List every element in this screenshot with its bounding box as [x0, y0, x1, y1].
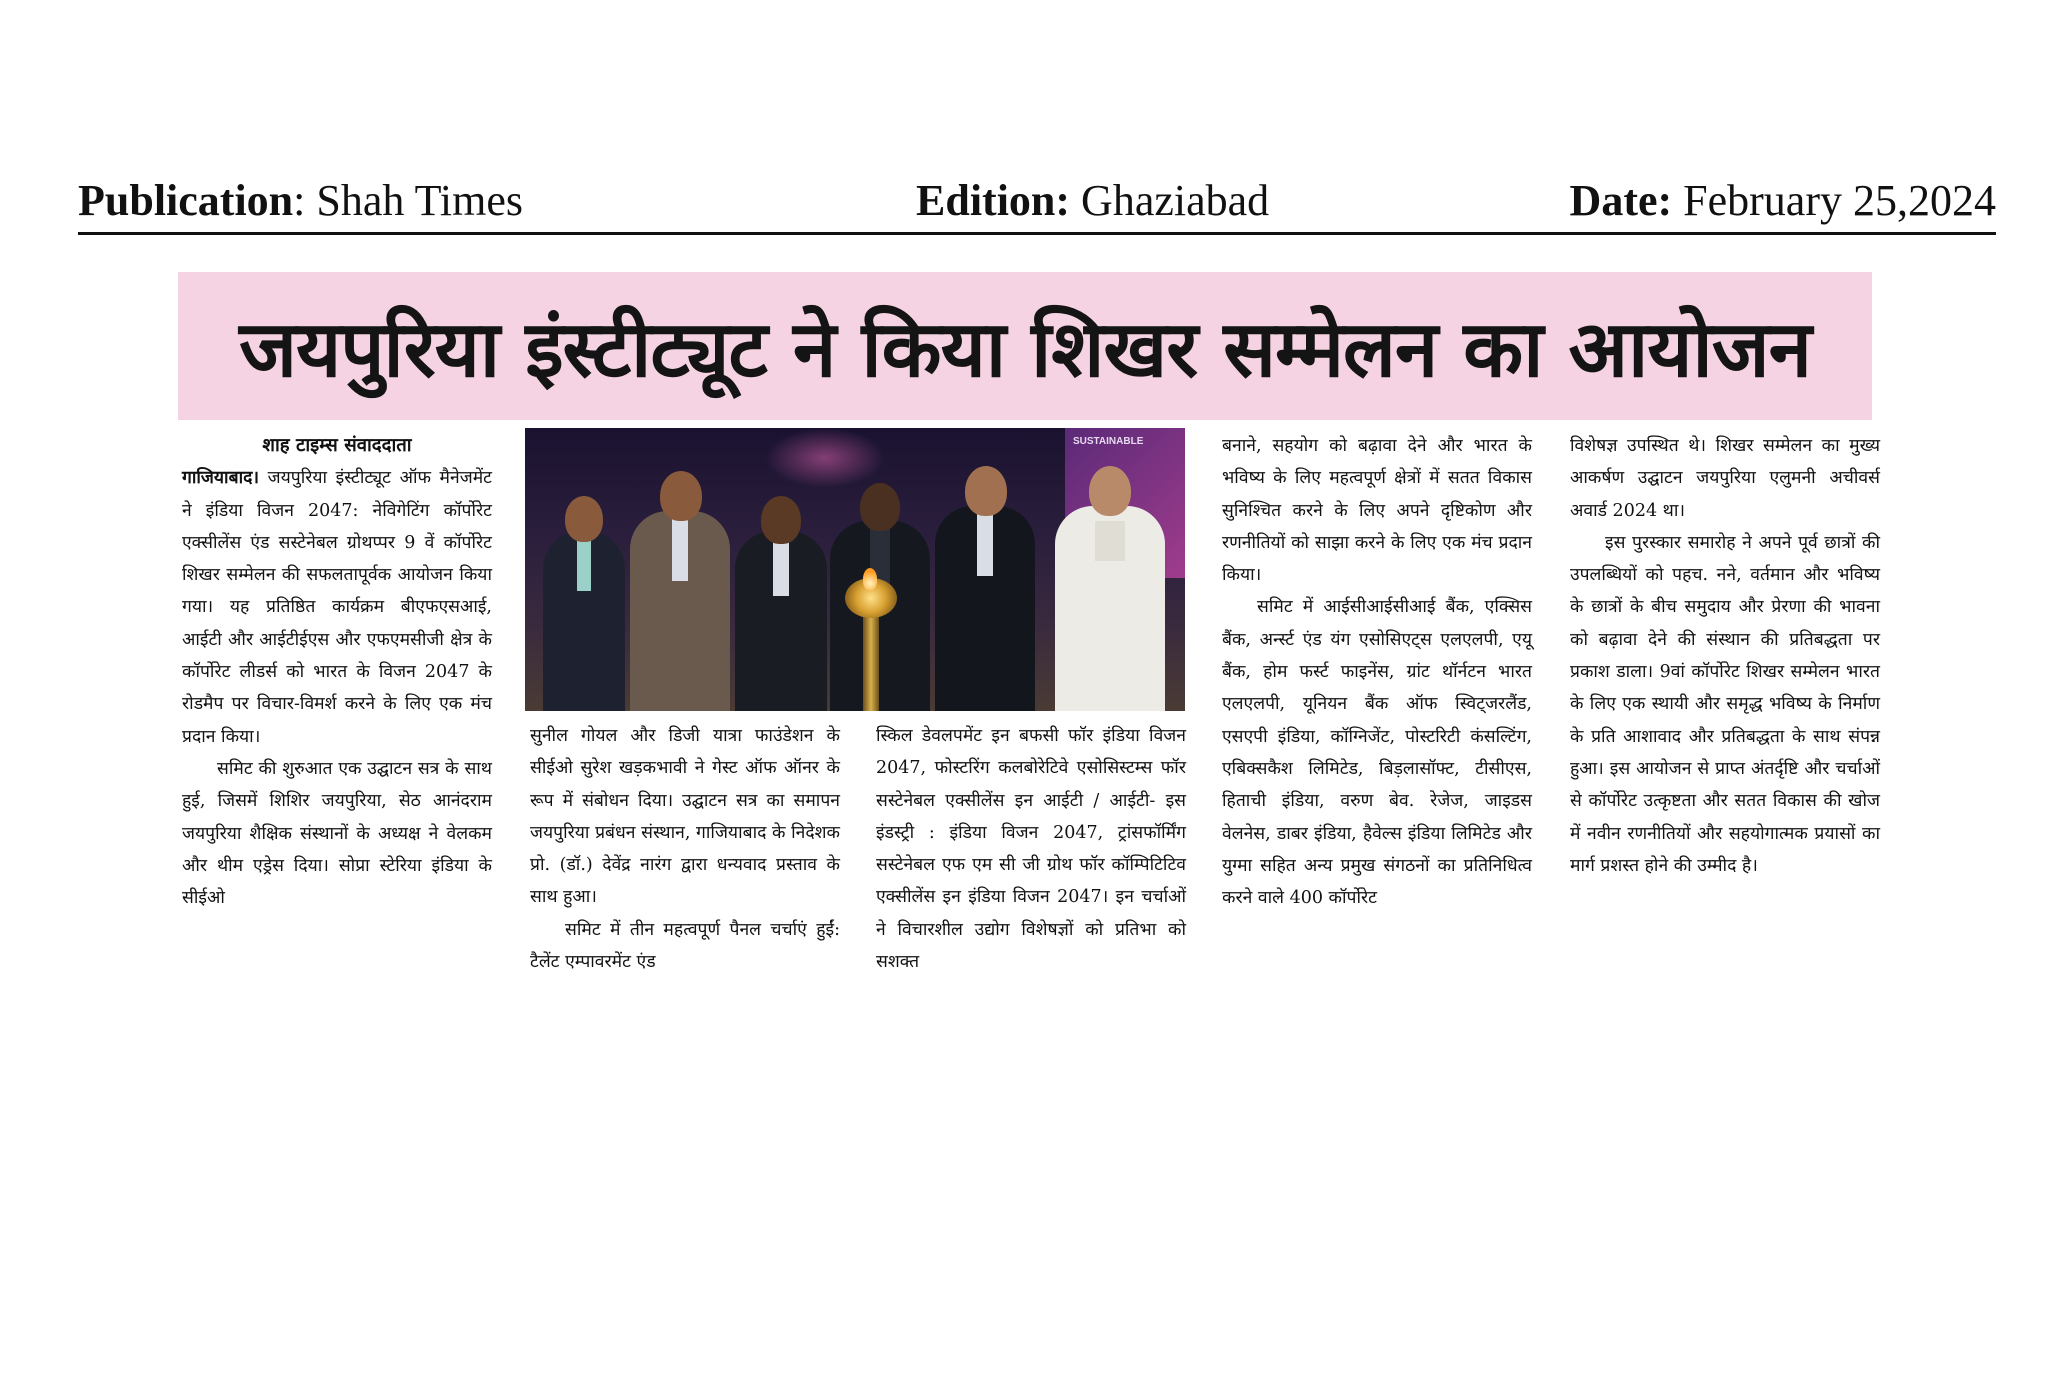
article-paragraph: समिट की शुरुआत एक उद्घाटन सत्र के साथ हुई, जिसमें शिशिर जयपुरिया, सेठ आनंदराम जयपुरिया शैक्षिक संस्थानों के अध्यक्ष ने वेलकम और थीम एड्रेस दिया। सोप्रा स्टेरिया इंडिया के सीईओ: [182, 758, 492, 909]
article-column-5: [1570, 430, 1880, 882]
dateline: गाजियाबाद।: [182, 468, 260, 489]
headline-text: जयपुरिया इंस्टीट्यूट ने किया शिखर सम्मेलन का आयोजन: [239, 305, 1811, 395]
publication-info: [78, 175, 523, 226]
stage-light: [765, 428, 885, 488]
headline-banner: [178, 272, 1872, 420]
article-paragraph: समिट में तीन महत्वपूर्ण पैनल चर्चाएं हुईं: टैलेंट एम्पावरमेंट एंड: [530, 919, 840, 973]
person-figure: [935, 466, 1035, 711]
article-paragraph: स्किल डेवलपमेंट इन बफसी फॉर इंडिया विजन 2047, फोस्टरिंग कलबोरेटिवे एसोसिस्टम्स फॉर सस्टेनेबल एक्सीलेंस इन आईटी / आईटी- इस इंडस्ट्री : इंडिया विजन 2047, ट्रांसफॉर्मिंग सस्टेनेबल एफ एम सी जी ग्रोथ फॉर कॉम्पिटिटिव एक्सीलेंस इन इंडिया विजन 2047। इन चर्चाओं ने विचारशील उद्योग विशेषज्ञों को प्रतिभा को सशक्त: [876, 726, 1186, 973]
publication-label: Publication: [78, 176, 294, 225]
date-info: [1570, 175, 1996, 226]
person-figure: [1055, 466, 1165, 711]
person-figure: [630, 471, 730, 711]
publication-header: [78, 176, 1996, 235]
article-column-1: [182, 430, 492, 914]
publication-value: : Shah Times: [293, 176, 524, 225]
lamp-flame: [863, 568, 877, 590]
edition-value: Ghaziabad: [1070, 176, 1270, 225]
paragraph-text: जयपुरिया इंस्टीट्यूट ऑफ मैनेजमेंट ने इंडिया विजन 2047: नेविगेटिंग कॉर्पोरेट एक्सीलेंस एंड सस्टेनेबल ग्रोथप्पर 9 वें कॉर्पोरेट शिखर सम्मेलन की सफलतापूर्वक आयोजन किया गया। यह प्रतिष्ठित कार्यक्रम बीएफएसआई, आईटी और आईटीईएस और एफएमसीजी क्षेत्र के कॉर्पोरेट लीडर्स को भारत के विजन 2047 के रोडमैप पर विचार-विमर्श करने के लिए एक मंच प्रदान किया।: [182, 468, 492, 747]
article-column-4: [1222, 430, 1532, 914]
banner-text: SUSTAINABLE: [1073, 436, 1144, 447]
edition-label: Edition:: [916, 176, 1071, 225]
date-label: Date:: [1569, 176, 1673, 225]
person-figure: [543, 496, 625, 711]
article-column-3: [876, 720, 1186, 978]
article-paragraph: विशेषज्ञ उपस्थित थे। शिखर सम्मेलन का मुख्य आकर्षण उद्घाटन जयपुरिया एलुमनी अचीवर्स अवार्ड 2024 था।: [1570, 436, 1880, 521]
article-paragraph: इस पुरस्कार समारोह ने अपने पूर्व छात्रों की उपलब्धियों को पहच. नने, वर्तमान और भविष्य के छात्रों के बीच समुदाय और प्रेरणा की भावना को बढ़ावा देने की संस्थान की प्रतिबद्धता पर प्रकाश डाला। 9वां कॉर्पोरेट शिखर सम्मेलन भारत के लिए एक स्थायी और समृद्ध भविष्य के निर्माण के प्रति आशावाद और प्रतिबद्धता के साथ संपन्न हुआ। इस आयोजन से प्राप्त अंतर्दृष्टि और चर्चाओं से कॉर्पोरेट उत्कृष्टता और सतत विकास की खोज में नवीन रणनीतियों और सहयोगात्मक प्रयासों का मार्ग प्रशस्त होने की उम्मीद है।: [1570, 532, 1880, 876]
article-paragraph: समिट में आईसीआईसीआई बैंक, एक्सिस बैंक, अर्न्स्ट एंड यंग एसोसिएट्स एलएलपी, एयू बैंक, होम फर्स्ट फाइनेंस, ग्रांट थॉर्नटन भारत एलएलपी, यूनियन बैंक ऑफ स्विट्जरलैंड, एसएपी इंडिया, कॉग्निजेंट, पोस्टरिटी कंसल्टिंग, एबिक्सकैश लिमिटेड, बिड़लासॉफ्ट, टीसीएस, हिताची इंडिया, वरुण बेव. रेजेज, जाइडस वेलनेस, डाबर इंडिया, हैवेल्स इंडिया लिमिटेड और युग्मा सहित अन्य प्रमुख संगठनों का प्रतिनिधित्व करने वाले 400 कॉर्पोरेट: [1222, 597, 1532, 909]
article-paragraph: [182, 462, 492, 753]
edition-info: [916, 175, 1269, 226]
article-column-2: [530, 720, 840, 978]
date-value: February 25,2024: [1672, 176, 1996, 225]
byline: शाह टाइम्स संवाददाता: [262, 435, 412, 456]
person-figure: [735, 496, 827, 711]
event-photo: [525, 428, 1185, 711]
article-paragraph: बनाने, सहयोग को बढ़ावा देने और भारत के भविष्य के लिए महत्वपूर्ण क्षेत्रों में सतत विकास सुनिश्चित करने के लिए अपने दृष्टिकोण और रणनीतियों को साझा करने के लिए एक मंच प्रदान किया।: [1222, 436, 1532, 586]
article-paragraph: सुनील गोयल और डिजी यात्रा फाउंडेशन के सीईओ सुरेश खड़कभावी ने गेस्ट ऑफ ऑनर के रूप में संबोधन दिया। उद्घाटन सत्र का समापन जयपुरिया प्रबंधन संस्थान, गाजियाबाद के निदेशक प्रो. (डॉ.) देवेंद्र नारंग द्वारा धन्यवाद प्रस्ताव के साथ हुआ।: [530, 726, 840, 908]
